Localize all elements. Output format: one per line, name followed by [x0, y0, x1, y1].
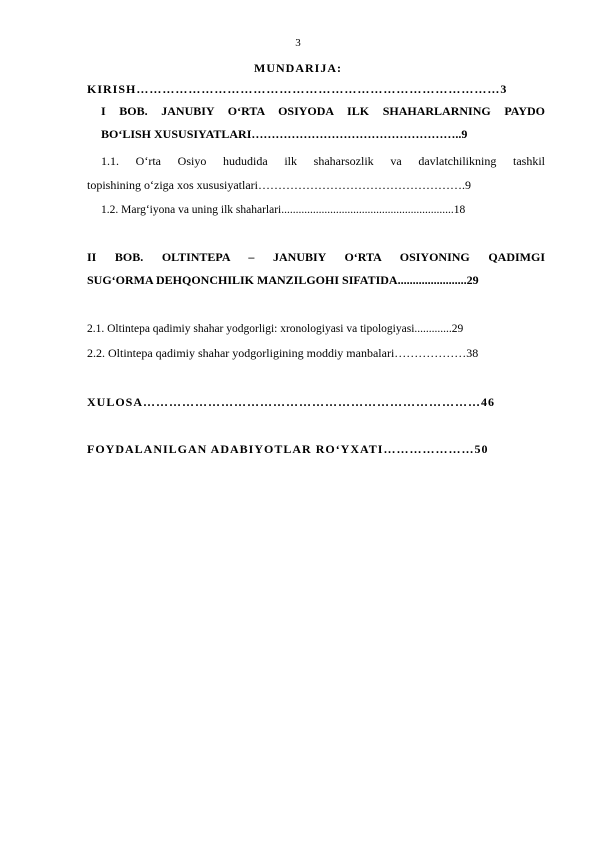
toc-entry-kirish[interactable]: KIRISH…………………………………………………………………………3	[87, 82, 508, 96]
toc-entry-chapter-1-line-2[interactable]: BO‘LISH XUSUSIYATLARI……………………………………………..9	[101, 127, 468, 141]
page-title: MUNDARIJA:	[254, 61, 342, 75]
toc-entry-xulosa[interactable]: XULOSA……………………………………………………………………46	[87, 395, 496, 409]
toc-entry-section-1-1-line-2[interactable]: topishining o‘ziga xos xususiyatlari…………………………………………….9	[87, 178, 471, 192]
toc-entry-section-1-2[interactable]: 1.2. Marg‘iyona va uning ilk shaharlari............................................................18	[101, 204, 466, 216]
toc-entry-chapter-2-line-1[interactable]: II BOB. OLTINTEPA – JANUBIY O‘RTA OSIYONING QADIMGI	[87, 250, 545, 264]
toc-entry-chapter-1-line-1[interactable]: I BOB. JANUBIY O‘RTA OSIYODA ILK SHAHARLARNING PAYDO	[101, 104, 545, 118]
toc-entry-section-1-1-line-1[interactable]: 1.1. O‘rta Osiyo hududida ilk shaharsozlik va davlatchilikning tashkil	[101, 154, 545, 168]
toc-entry-section-2-1[interactable]: 2.1. Oltintepa qadimiy shahar yodgorligi: xronologiyasi va tipologiyasi.............29	[87, 323, 464, 335]
toc-entry-chapter-2-line-2[interactable]: SUG‘ORMA DEHQONCHILIK MANZILGOHI SIFATIDA.......................29	[87, 273, 479, 287]
toc-entry-adabiyotlar[interactable]: FOYDALANILGAN ADABIYOTLAR RO‘YXATI…………………50	[87, 442, 489, 456]
page-number: 3	[295, 37, 301, 49]
toc-entry-section-2-2[interactable]: 2.2. Oltintepa qadimiy shahar yodgorligining moddiy manbalari………………38	[87, 346, 479, 360]
